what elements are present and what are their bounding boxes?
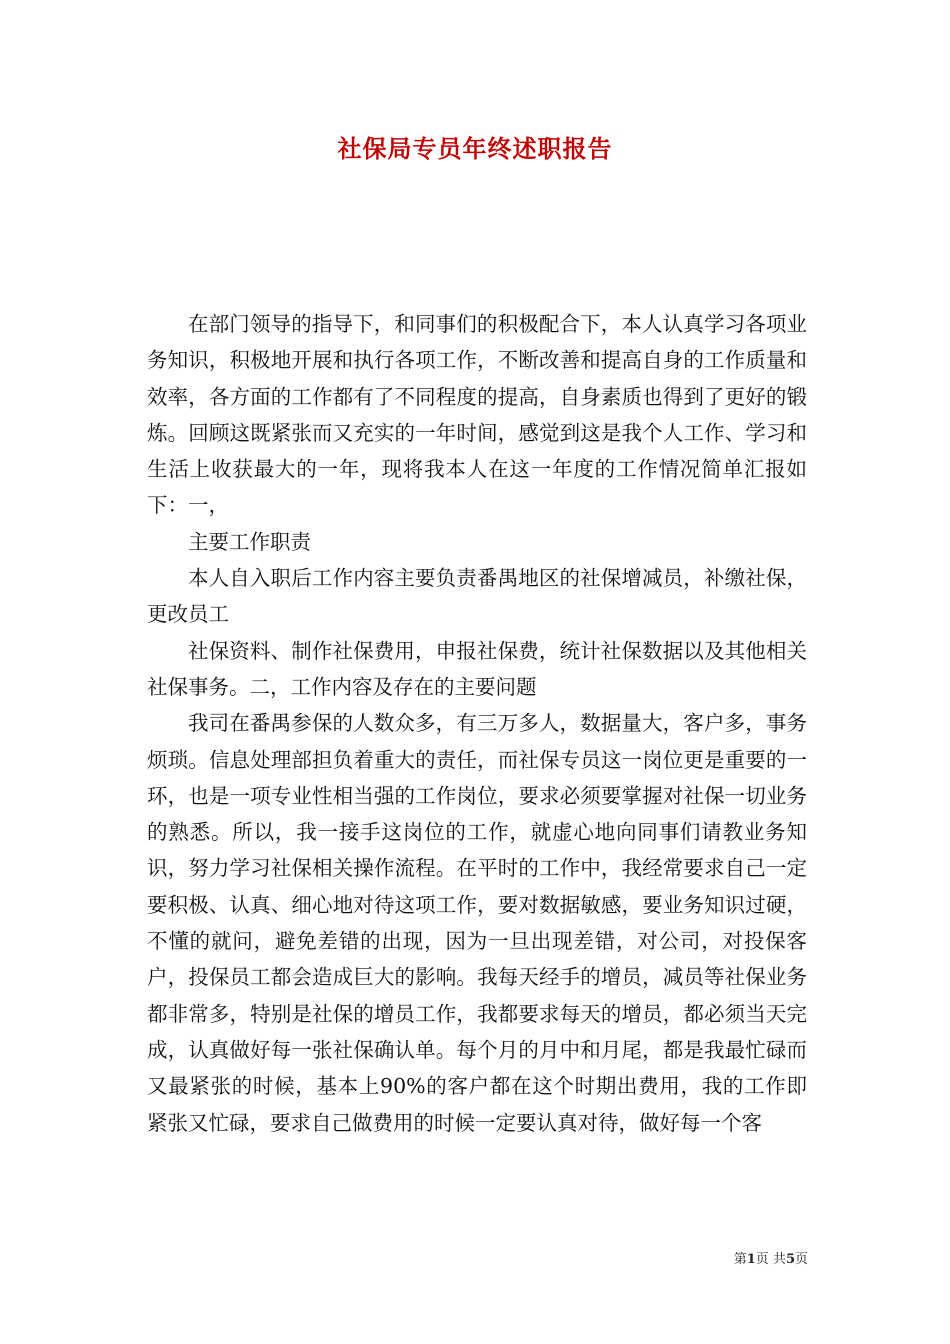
footer-middle: 页 共	[755, 1252, 786, 1267]
paragraph-work-content: 我司在番禺参保的人数众多，有三万多人，数据量大，客户多，事务烦琐。信息处理部担负着重大的责任，而社保专员这一岗位更是重要的一环，也是一项专业性相当强的工作岗位，要求必须要掌握对社保一切业务的熟悉。所以，我一接手这岗位的工作，就虚心地向同事们请教业务知识，努力学习社保相关操作流程。在平时的工作中，我经常要求自己一定要积极、认真、细心地对待这项工作，要对数据敏感，要业务知识过硬，不懂的就问，避免差错的出现，因为一旦出现差错，对公司，对投保客户，投保员工都会造成巨大的影响。我每天经手的增员，减员等社保业务都非常多，特别是社保的增员工作，我都要求每天的增员，都必须当天完成，认真做好每一张社保确认单。每个月的月中和月尾，都是我最忙碌而又最紧张的时候，基本上90%的客户都在这个时期出费用，我的工作即紧张又忙碌，要求自己做费用的时候一定要认真对待，做好每一个客	[147, 711, 807, 1135]
paragraph-duties-continued: 社保资料、制作社保费用，申报社保费，统计社保数据以及其他相关社保事务。二，工作内容及存在的主要问题	[147, 638, 807, 699]
paragraph-section-heading: 主要工作职责	[188, 529, 311, 554]
page-number-footer	[734, 1251, 808, 1269]
document-title: 社保局专员年终述职报告	[337, 134, 613, 163]
document-body	[147, 306, 807, 1141]
footer-suffix: 页	[794, 1252, 808, 1267]
footer-current-page: 1	[746, 1252, 756, 1267]
footer-prefix: 第	[733, 1252, 747, 1267]
paragraph-duties: 本人自入职后工作内容主要负责番禺地区的社保增减员，补缴社保，更改员工	[147, 566, 807, 627]
paragraph-intro: 在部门领导的指导下，和同事们的积极配合下，本人认真学习各项业务知识，积极地开展和执行各项工作，不断改善和提高自身的工作质量和效率，各方面的工作都有了不同程度的提高，自身素质也得到了更好的锻炼。回顾这既紧张而又充实的一年时间，感觉到这是我个人工作、学习和生活上收获最大的一年，现将我本人在这一年度的工作情况简单汇报如下：一，	[147, 312, 807, 518]
footer-total-pages: 5	[785, 1252, 795, 1267]
